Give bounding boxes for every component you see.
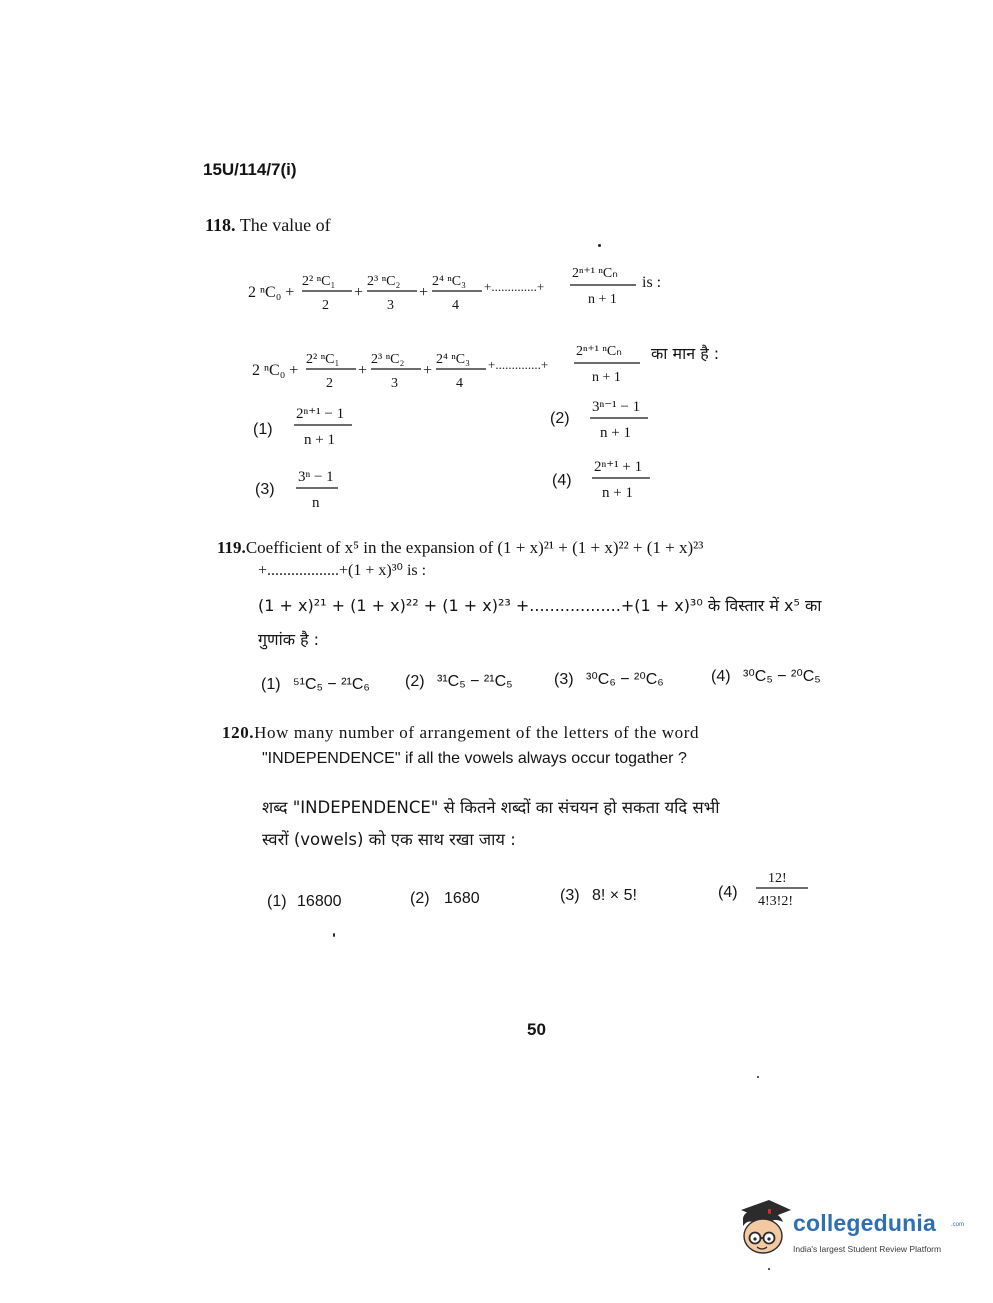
q118-term3-num: 2⁴ ⁿC₃ xyxy=(432,274,467,289)
q119-number: 119. xyxy=(217,538,246,557)
q118-term2-den: 3 xyxy=(387,298,394,313)
q118-expr-lead-h: 2 ⁿC₀ + xyxy=(252,362,299,379)
q118-option-3-label[interactable]: (3) xyxy=(255,481,275,498)
q118-term1-num: 2² ⁿC₁ xyxy=(302,274,336,289)
q119-option-4-label: (4) xyxy=(711,668,731,685)
q118-option-3[interactable] xyxy=(292,463,352,515)
q118-series-english xyxy=(240,255,700,315)
q119-hindi-line1: (1 + x)²¹ + (1 + x)²² + (1 + x)²³ +..................+(1 + x)³⁰ के विस्तार में x⁵ का xyxy=(258,596,822,615)
q119-hindi-line2: गुणांक है : xyxy=(258,630,320,649)
q120-option-4-num: 12! xyxy=(768,871,787,886)
q118-hindi-suffix: का मान है : xyxy=(651,344,720,363)
q118-option-1-den: n + 1 xyxy=(304,432,335,448)
q119-title-continued: +..................+(1 + x)³⁰ is : xyxy=(258,562,427,579)
q118-is-suffix: is : xyxy=(642,274,662,291)
q118-option-3-den: n xyxy=(312,495,320,511)
q119-option-1-label: (1) xyxy=(261,676,281,693)
q119-title xyxy=(217,538,703,558)
q120-hindi-line2: स्वरों (vowels) को एक साथ रखा जाय : xyxy=(262,830,516,849)
q119-option-2-value: ³¹C₅ − ²¹C₅ xyxy=(437,673,513,690)
q118-last-den: n + 1 xyxy=(588,292,617,307)
q118-last-num: 2ⁿ⁺¹ ⁿCₙ xyxy=(572,266,618,281)
scan-speck xyxy=(598,244,601,247)
q120-option-1-label: (1) xyxy=(267,893,287,910)
q118-term1-num-h: 2² ⁿC₁ xyxy=(306,352,340,367)
q119-title-text: Coefficient of x⁵ in the expansion of (1 + x)²¹ + (1 + x)²² + (1 + x)²³ xyxy=(245,538,704,557)
q119-option-2[interactable] xyxy=(405,673,513,691)
scan-speck xyxy=(768,1268,770,1270)
paper-code: 15U/114/7(i) xyxy=(203,160,297,179)
q120-option-4[interactable] xyxy=(748,864,818,914)
scan-speck xyxy=(757,1076,759,1078)
q118-expr-lead: 2 ⁿC₀ + xyxy=(248,284,295,301)
q118-term1-den: 2 xyxy=(322,298,329,313)
q118-option-1-label[interactable]: (1) xyxy=(253,421,273,438)
q118-term3-den-h: 4 xyxy=(456,376,463,391)
q118-option-4-den: n + 1 xyxy=(602,485,633,501)
q120-line2: "INDEPENDENCE" if all the vowels always occur togather ? xyxy=(262,750,687,767)
q118-title xyxy=(205,215,331,236)
page-number: 50 xyxy=(527,1020,546,1039)
q120-option-1-value: 16800 xyxy=(297,893,342,910)
q118-option-2[interactable] xyxy=(586,393,656,445)
collegedunia-mascot-icon xyxy=(735,1196,793,1258)
q118-option-4[interactable] xyxy=(588,453,658,505)
q118-option-4-num: 2ⁿ⁺¹ + 1 xyxy=(594,459,643,475)
q118-title-text: The value of xyxy=(239,215,331,235)
q120-option-3-value: 8! × 5! xyxy=(592,887,637,904)
q118-last-den-h: n + 1 xyxy=(592,370,621,385)
q118-term3-den: 4 xyxy=(452,298,459,313)
q118-term1-den-h: 2 xyxy=(326,376,333,391)
q118-term3-num-h: 2⁴ ⁿC₃ xyxy=(436,352,471,367)
q118-option-3-num: 3ⁿ − 1 xyxy=(298,469,334,485)
q120-option-4-den: 4!3!2! xyxy=(758,894,793,909)
q119-option-4[interactable] xyxy=(711,666,821,686)
collegedunia-tagline: India's largest Student Review Platform xyxy=(793,1244,942,1254)
q120-option-2-value: 1680 xyxy=(444,890,480,907)
q118-last-num-h: 2ⁿ⁺¹ ⁿCₙ xyxy=(576,344,622,359)
q118-dots: +..............+ xyxy=(484,279,545,294)
q120-option-3-label: (3) xyxy=(560,887,580,904)
q118-number: 118. xyxy=(205,215,236,235)
q120-option-2-label: (2) xyxy=(410,890,430,907)
q118-option-1-num: 2ⁿ⁺¹ − 1 xyxy=(296,406,345,422)
q119-option-1[interactable] xyxy=(261,676,370,694)
q118-dots-h: +..............+ xyxy=(488,357,549,372)
collegedunia-brand-suffix: .com xyxy=(951,1222,965,1228)
q118-term2-den-h: 3 xyxy=(391,376,398,391)
collegedunia-brand: collegedunia xyxy=(793,1210,936,1236)
plus-sign: + xyxy=(354,284,364,301)
q120-option-1[interactable] xyxy=(267,893,342,911)
q118-option-2-num: 3ⁿ⁻¹ − 1 xyxy=(592,399,641,415)
q120-title xyxy=(222,723,699,743)
q120-number: 120. xyxy=(222,723,255,742)
q119-option-2-label: (2) xyxy=(405,673,425,690)
q119-option-1-value: ⁵¹C₅ − ²¹C₆ xyxy=(293,676,370,693)
plus-sign: + xyxy=(423,362,433,379)
q120-hindi-line1: शब्द "INDEPENDENCE" से कितने शब्दों का संचयन हो सकता यदि सभी xyxy=(262,798,720,817)
q118-term2-num-h: 2³ ⁿC₂ xyxy=(371,352,405,367)
q118-option-2-den: n + 1 xyxy=(600,425,631,441)
q118-option-4-label[interactable]: (4) xyxy=(552,472,572,489)
q118-option-2-label[interactable]: (2) xyxy=(550,410,570,427)
scan-speck xyxy=(333,933,335,937)
q119-option-3-value: ³⁰C₆ − ²⁰C₆ xyxy=(586,671,664,688)
q118-option-1[interactable] xyxy=(290,400,360,452)
q120-option-2[interactable] xyxy=(410,890,480,908)
q119-option-3-label: (3) xyxy=(554,671,574,688)
plus-sign: + xyxy=(419,284,429,301)
q120-option-3[interactable] xyxy=(560,887,637,905)
q120-option-4-label[interactable]: (4) xyxy=(718,884,738,901)
q119-option-3[interactable] xyxy=(554,669,664,689)
q119-option-4-value: ³⁰C₅ − ²⁰C₅ xyxy=(743,668,821,685)
q120-line1-text: How many number of arrangement of the letters of the word xyxy=(254,723,700,742)
plus-sign: + xyxy=(358,362,368,379)
q118-term2-num: 2³ ⁿC₂ xyxy=(367,274,401,289)
